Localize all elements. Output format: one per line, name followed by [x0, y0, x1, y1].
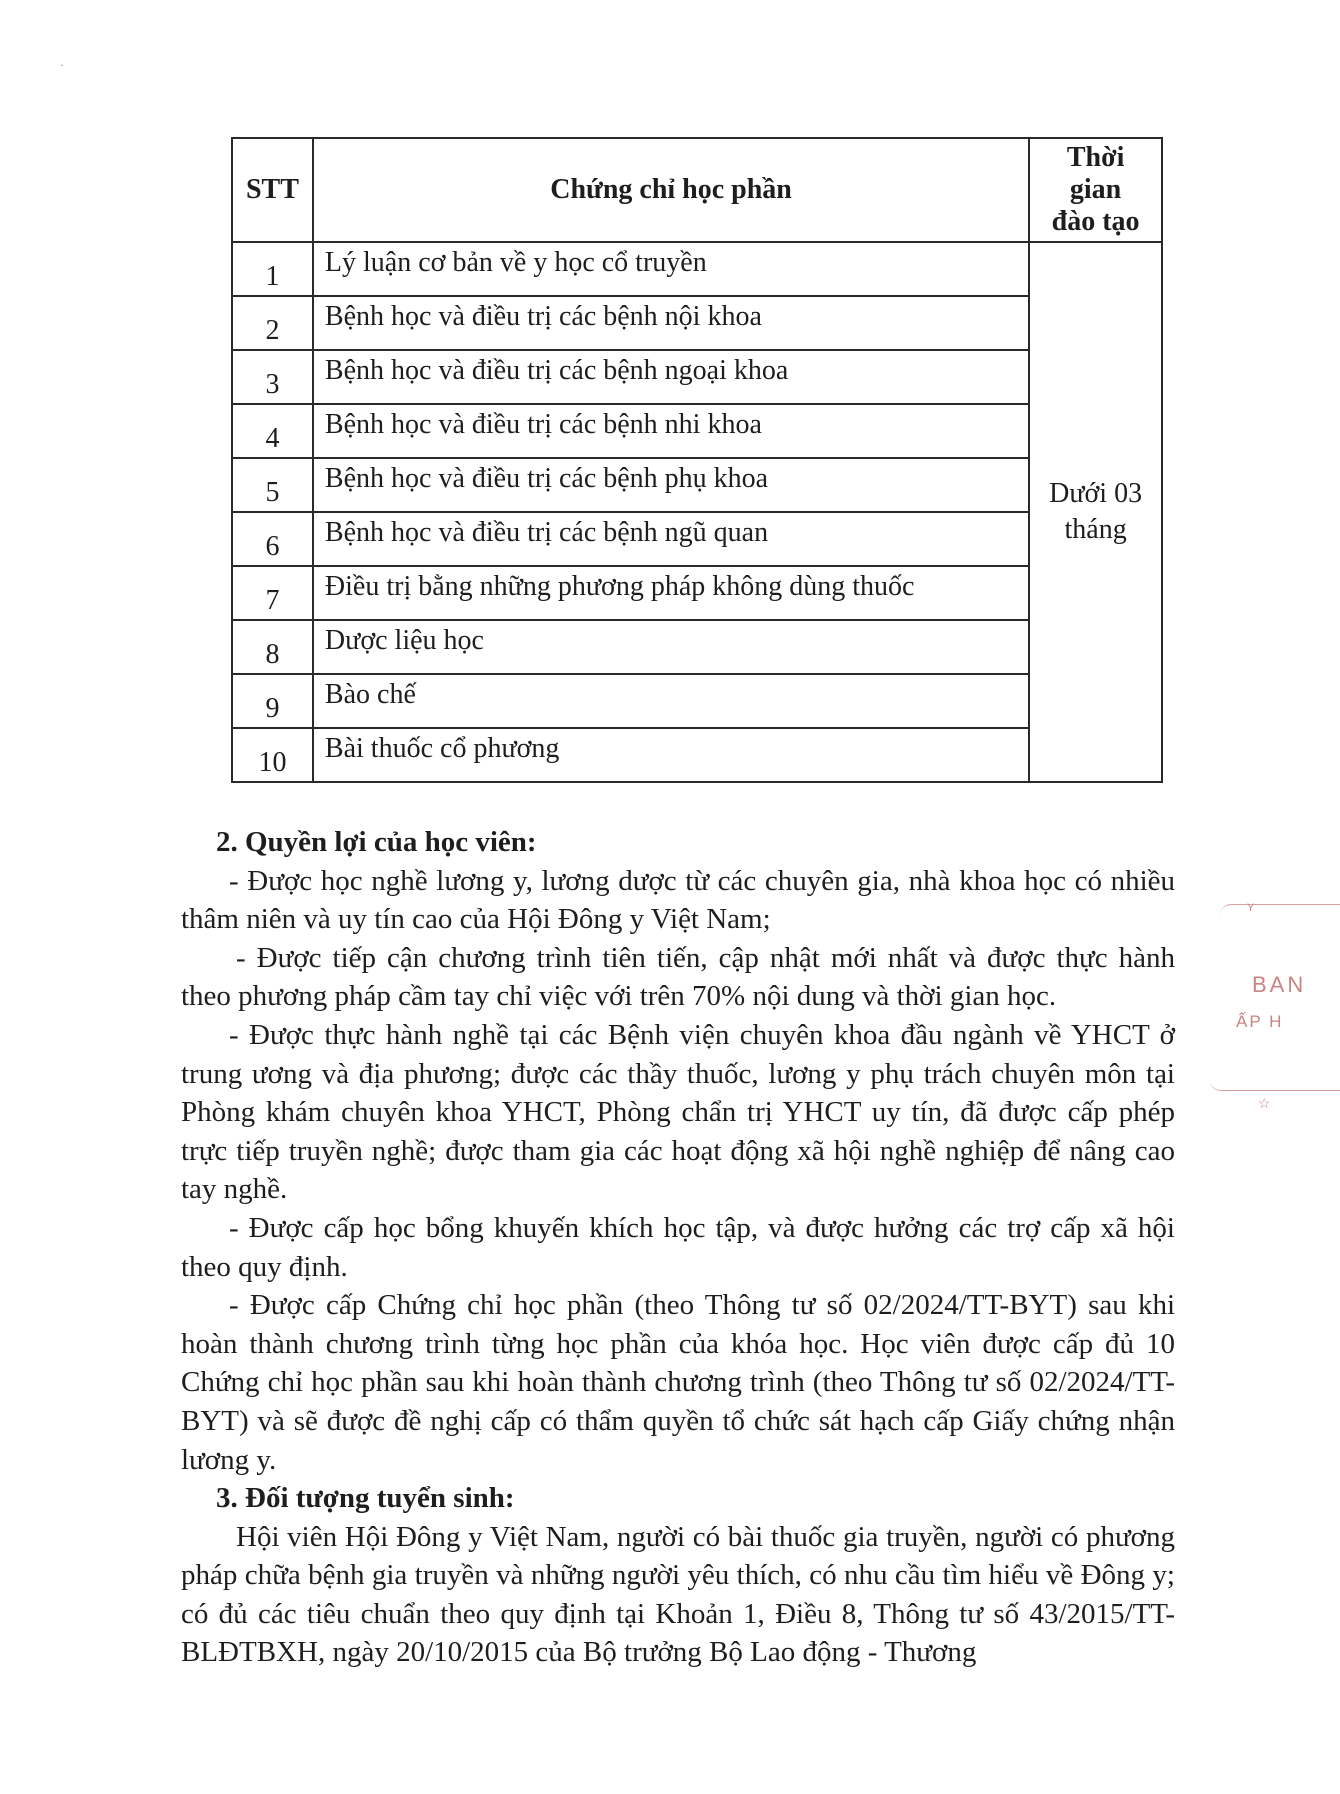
- header-training-time: [1029, 138, 1162, 242]
- table-header-row: [232, 138, 1162, 242]
- section2-heading: 2. Quyền lợi của học viên:: [216, 826, 537, 858]
- table-row: [232, 566, 1162, 620]
- row-number: 1: [232, 242, 313, 296]
- table-row: [232, 296, 1162, 350]
- header-time-line2: gian: [1069, 174, 1122, 205]
- table-row: [232, 242, 1162, 296]
- benefit-item: - Được tiếp cận chương trình tiên tiến, cập nhật mới nhất và được thực hành theo phương pháp cầm tay chỉ việc với trên 70% nội dung và thời gian học.: [181, 941, 1175, 1013]
- row-number: 8: [232, 620, 313, 674]
- duration-line2: tháng: [1064, 514, 1127, 545]
- row-certificate-name: Bệnh học và điều trị các bệnh nhi khoa: [313, 404, 1029, 458]
- table-row: [232, 620, 1162, 674]
- certificate-table: [231, 137, 1163, 783]
- stamp-top-letter: Y: [1247, 902, 1255, 914]
- row-number: 3: [232, 350, 313, 404]
- benefit-item: - Được thực hành nghề tại các Bệnh viện chuyên khoa đầu ngành về YHCT ở trung ương và địa phương; được các thầy thuốc, lương y phụ trách chuyên môn tại Phòng khám chuyên khoa YHCT, Phòng chẩn trị YHCT uy tín, đã được cấp phép trực tiếp truyền nghề; được tham gia các hoạt động xã hội nghề nghiệp để nâng cao tay nghề.: [181, 1018, 1175, 1206]
- table-row: [232, 728, 1162, 782]
- row-number: 5: [232, 458, 313, 512]
- stamp-text: BAN: [1252, 972, 1307, 997]
- row-certificate-name: Bệnh học và điều trị các bệnh phụ khoa: [313, 458, 1029, 512]
- red-seal-stamp: [1200, 890, 1340, 1130]
- row-certificate-name: Bệnh học và điều trị các bệnh ngũ quan: [313, 512, 1029, 566]
- duration-line1: Dưới 03: [1049, 478, 1143, 509]
- row-number: 9: [232, 674, 313, 728]
- row-certificate-name: Lý luận cơ bản về y học cổ truyền: [313, 242, 1029, 296]
- body-text: [181, 823, 1175, 1672]
- header-time-line3: đào tạo: [1051, 206, 1140, 237]
- row-certificate-name: Bệnh học và điều trị các bệnh nội khoa: [313, 296, 1029, 350]
- row-number: 6: [232, 512, 313, 566]
- stamp-text: ẤP H: [1236, 1012, 1284, 1031]
- row-certificate-name: Điều trị bằng những phương pháp không dùng thuốc: [313, 566, 1029, 620]
- table-row: [232, 458, 1162, 512]
- table-body: [232, 242, 1162, 782]
- table-row: [232, 350, 1162, 404]
- row-certificate-name: Dược liệu học: [313, 620, 1029, 674]
- row-number: 2: [232, 296, 313, 350]
- stamp-arc: [1220, 904, 1340, 915]
- row-number: 4: [232, 404, 313, 458]
- benefit-item: - Được cấp học bổng khuyến khích học tập, và được hưởng các trợ cấp xã hội theo quy định.: [181, 1211, 1175, 1283]
- header-time-line1: Thời: [1066, 142, 1125, 173]
- scan-speck: ·: [60, 58, 64, 72]
- benefit-item: - Được học nghề lương y, lương dược từ các chuyên gia, nhà khoa học có nhiều thâm niên và uy tín cao của Hội Đông y Việt Nam;: [181, 864, 1175, 936]
- row-number: 10: [232, 728, 313, 782]
- table-row: [232, 674, 1162, 728]
- table-row: [232, 404, 1162, 458]
- row-number: 7: [232, 566, 313, 620]
- row-certificate-name: Bào chế: [313, 674, 1029, 728]
- section3-text: Hội viên Hội Đông y Việt Nam, người có bài thuốc gia truyền, người có phương pháp chữa bệnh gia truyền và những người yêu thích, có nhu cầu tìm hiểu về Đông y; có đủ các tiêu chuẩn theo quy định tại Khoản 1, Điều 8, Thông tư số 43/2015/TT-BLĐTBXH, ngày 20/10/2015 của Bộ trưởng Bộ Lao động - Thương: [181, 1520, 1175, 1669]
- benefit-item: - Được cấp Chứng chỉ học phần (theo Thông tư số 02/2024/TT-BYT) sau khi hoàn thành chương trình từng học phần của khóa học. Học viên được cấp đủ 10 Chứng chỉ học phần sau khi hoàn thành chương trình (theo Thông tư số 02/2024/TT-BYT) và sẽ được đề nghị cấp có thẩm quyền tổ chức sát hạch cấp Giấy chứng nhận lương y.: [181, 1289, 1175, 1476]
- header-certificate: Chứng chỉ học phần: [313, 138, 1029, 242]
- star-icon: ☆: [1258, 1095, 1271, 1111]
- row-certificate-name: Bài thuốc cổ phương: [313, 728, 1029, 782]
- section3-heading: 3. Đối tượng tuyển sinh:: [216, 1482, 515, 1515]
- table-row: [232, 512, 1162, 566]
- header-stt: STT: [232, 138, 313, 242]
- training-duration: [1029, 242, 1162, 782]
- stamp-arc: [1210, 1080, 1340, 1091]
- row-certificate-name: Bệnh học và điều trị các bệnh ngoại khoa: [313, 350, 1029, 404]
